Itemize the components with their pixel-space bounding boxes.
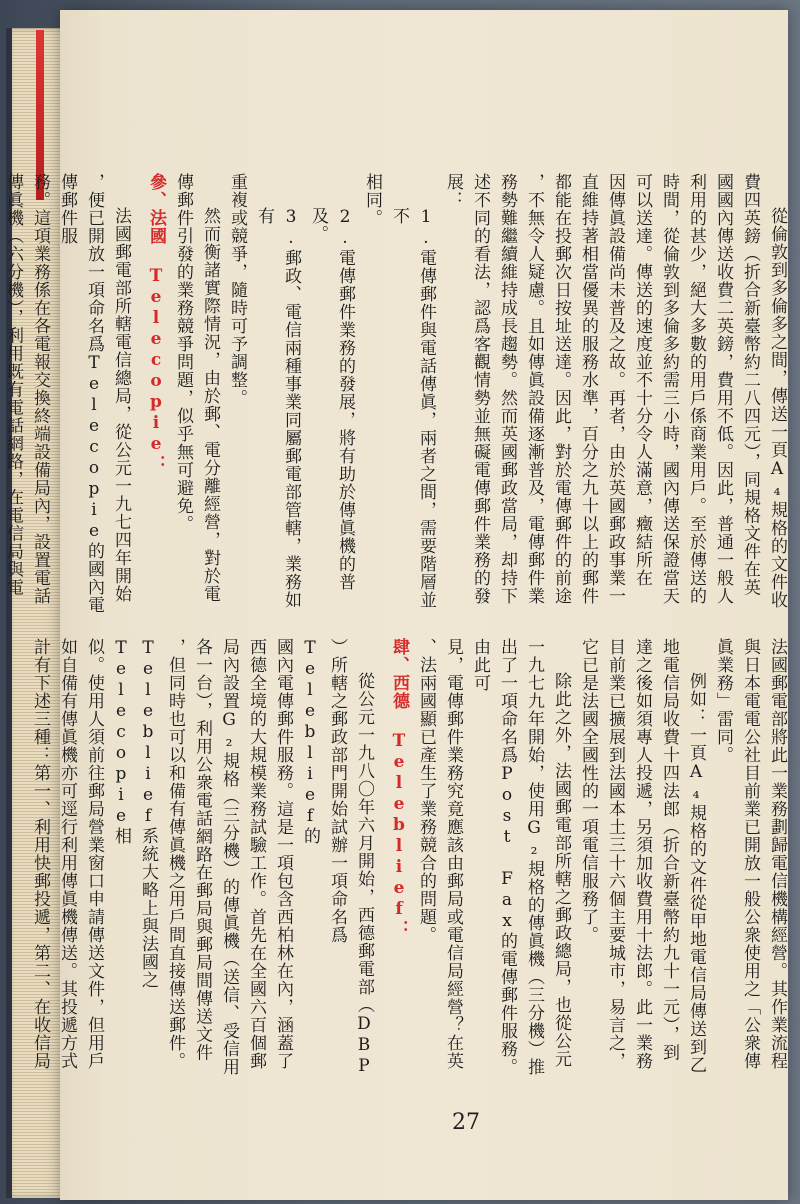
- text-line: 局內設置G₂規格（三分機）的傳眞機（送信、受信用: [219, 638, 239, 1076]
- text-line: 法國郵電部將此一業務劃歸電信機構經營。其作業流程: [767, 638, 787, 1070]
- text-line: 利用的甚少，絕大多數的用戶係商業用戶。至於傳送的: [686, 173, 706, 605]
- text-line: 眞業務」雷同。: [713, 638, 733, 764]
- text-line: ）所轄之郵政部門開始試辦一項命名爲Teleblief的: [300, 638, 347, 944]
- text-line: 國國內傳送收費二英鎊，費用不低。因此，普通一般人: [713, 173, 733, 605]
- text-line: ，但同時也可以和備有傳眞機之用戶間直接傳送郵件。: [165, 638, 185, 1070]
- list-item-1-continued: 相同。: [362, 173, 382, 227]
- text-line: ，便已開放一項命名爲Telecopie的國內電傳郵件服: [57, 173, 104, 614]
- text-line: 展：: [443, 173, 463, 209]
- text-line: ，不無令人疑慮。且如傳眞設備逐漸普及，電傳郵件業: [524, 173, 544, 605]
- section-heading-france: 參、法國 Telecopie：: [146, 173, 166, 473]
- text-line: 從倫敦到多倫多之間，傳送一頁A₄規格的文件收: [767, 207, 787, 609]
- text-line: 與日本電電公社目前業已開放一般公衆使用之「公衆傳: [740, 638, 760, 1070]
- list-item-3-continued: 重複或競爭，隨時可予調整。: [227, 173, 247, 407]
- text-line: 務。這項業務係在各電報交換終端設備局內，設置電話: [30, 173, 50, 605]
- text-line: 它已是法國全國性的一項電信服務了。: [578, 638, 598, 944]
- text-line: 如自備有傳眞機亦可逕行利用傳眞機傳送。其投遞方式: [57, 638, 77, 1070]
- text-line: 可以送達。傳送的速度並不十分令人滿意，癥結所在: [632, 173, 652, 587]
- text-line: 似。使用人須前往郵局營業窗口申請傳送文件，但用戶: [84, 638, 104, 1070]
- text-line: 傳眞機（六分機），利用既有電話網路，在電信局與電: [3, 173, 23, 597]
- text-line: 務勢難繼續維持成長趨勢。然而英國郵政當局，却持下: [497, 173, 517, 605]
- book-page: [3, 10, 788, 1200]
- text-line: 出了一項命名爲Post Fax的電傳郵件服務。由此可: [470, 638, 517, 1076]
- text-line: 例如：一頁A₄規格的文件從甲地電信局傳送到乙: [686, 672, 706, 1074]
- text-line: 一九七九年開始，使用G₂規格的傳眞機（三分機）推: [524, 638, 544, 1076]
- text-line: 都能在投郵次日按址送達。因此，對於電傳郵件的前途: [551, 173, 571, 605]
- text-line: 見，電傳郵件業務究竟應該由郵局或電信局經營？在英: [443, 638, 463, 1070]
- lower-text-block: [30, 638, 790, 1093]
- text-line: 除此之外，法國郵電部所轄之郵政總局，也從公元: [551, 672, 571, 1068]
- list-item-3: 3.郵政、電信兩種事業同屬郵電部管轄，業務如有: [254, 207, 301, 609]
- text-line: 因傳眞設備尚未普及之故。再者，由於英國郵政事業一: [605, 173, 625, 605]
- text-line: 述不同的看法，認爲客觀情勢並無礙電傳郵件業務的發: [470, 173, 490, 605]
- list-item-1: 1.電傳郵件與電話傳眞，兩者之間，需要階層並不: [389, 207, 436, 609]
- section-heading-west-germany: 肆、西德 Teleblief：: [389, 638, 409, 938]
- text-line: 國內電傳郵件服務。這是一項包含西柏林在內，涵蓋了: [273, 638, 293, 1070]
- text-line: 時間，從倫敦到多倫多約需三小時，國內傳送保證當天: [659, 173, 679, 605]
- text-line: Teleblief系統大略上與法國之Telecopie相: [111, 638, 158, 989]
- text-line: 目前業已擴展到法國本土三十六個主要城市，易言之，: [605, 638, 625, 1070]
- text-line: 、法兩國顯已產生了業務競合的問題。: [416, 638, 436, 944]
- page-number: 27: [452, 1110, 480, 1135]
- text-line: 然而衡諸實際情況，由於郵、電分離經營，對於電: [200, 207, 220, 603]
- text-line: 法國郵電部所轄電信總局，從公元一九七四年開始: [111, 207, 131, 603]
- text-line: 費四英鎊（折合新臺幣約二八四元），同規格文件在英: [740, 173, 760, 597]
- text-line: 西德全境的大規模業務試驗工作。首先在全國六百個郵: [246, 638, 266, 1070]
- text-line: 從公元一九八〇年六月開始，西德郵電部（DBP: [354, 672, 374, 1077]
- list-item-2: 2.電傳郵件業務的發展，將有助於傳眞機的普及。: [308, 207, 355, 591]
- upper-text-block: [3, 173, 790, 625]
- text-line: 直維持著相當優異的服務水準，百分之九十以上的郵件: [578, 173, 598, 605]
- text-line: 地電信局收費十四法郎（折合新臺幣約九十一元），到: [659, 638, 679, 1062]
- text-line: 達之後如須專人投遞，另須加收費用十法郎。此一業務: [632, 638, 652, 1070]
- text-line: 計有下述三種：第一、利用快郵投遞，第二、在收信局: [30, 638, 50, 1070]
- text-line: 各一台），利用公衆電話網路在郵局與郵局間傳送文件: [192, 638, 212, 1062]
- text-line: 傳郵件引發的業務競爭問題，似乎無可避免。: [173, 173, 193, 533]
